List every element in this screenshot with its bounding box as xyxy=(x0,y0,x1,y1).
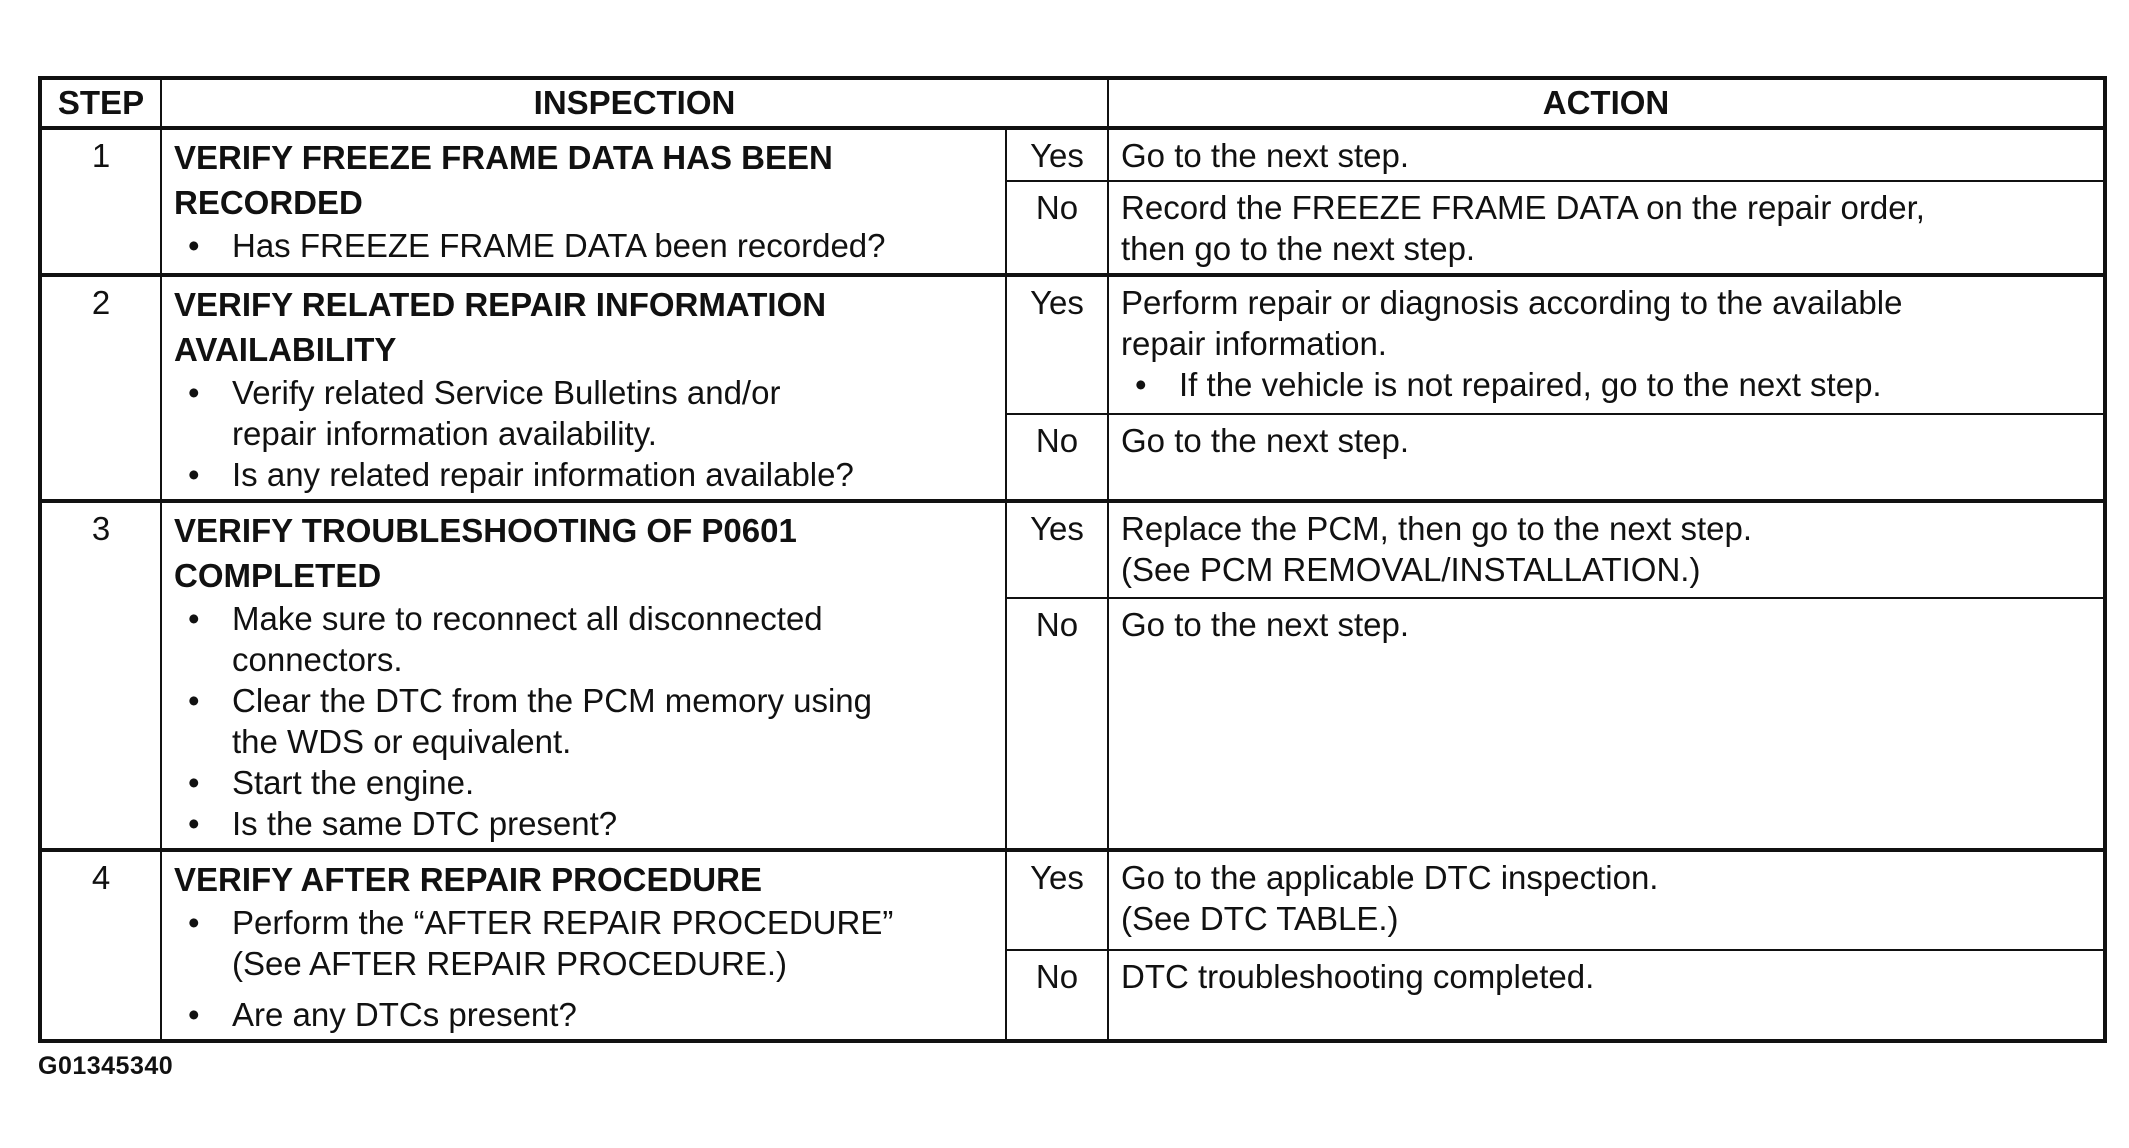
inspection-cell xyxy=(161,275,1006,501)
yes-label: Yes xyxy=(1006,501,1108,598)
step-number: 4 xyxy=(40,850,161,1041)
inspection-cell xyxy=(161,128,1006,275)
action-line: repair information. xyxy=(1121,325,1387,362)
list-item xyxy=(174,598,995,680)
title-line: VERIFY RELATED REPAIR INFORMATION xyxy=(174,286,827,323)
inspection-title xyxy=(174,508,995,598)
action-line: Go to the next step. xyxy=(1121,605,1410,643)
action-line: Go to the next step. xyxy=(1121,137,1410,174)
step-number: 3 xyxy=(40,501,161,850)
table-row xyxy=(40,275,2105,414)
bullet-line: (See AFTER REPAIR PROCEDURE.) xyxy=(232,945,787,982)
bullet-line: • Clear the DTC from the PCM memory using xyxy=(232,682,873,719)
action-line: Perform repair or diagnosis according to the available xyxy=(1121,284,1903,321)
action-line: DTC troubleshooting completed. xyxy=(1121,957,1595,995)
bullet-line: repair information availability. xyxy=(232,415,657,452)
table-header-row xyxy=(40,78,2105,128)
yes-action xyxy=(1108,275,2105,414)
no-action xyxy=(1108,181,2105,275)
title-line: VERIFY TROUBLESHOOTING OF P0601 xyxy=(174,512,797,549)
bullet-line: • Start the engine. xyxy=(232,764,475,801)
yes-label: Yes xyxy=(1006,128,1108,181)
yes-action xyxy=(1108,128,2105,181)
yes-label: Yes xyxy=(1006,850,1108,950)
no-label: No xyxy=(1006,181,1108,275)
action-line: Replace the PCM, then go to the next step. xyxy=(1121,510,1753,547)
list-item: • Has FREEZE FRAME DATA been recorded? xyxy=(174,225,995,266)
action-line: Go to the applicable DTC inspection. xyxy=(1121,859,1659,896)
title-line: AVAILABILITY xyxy=(174,331,397,368)
no-label: No xyxy=(1006,414,1108,501)
yes-action xyxy=(1108,501,2105,598)
inspection-title xyxy=(174,282,995,372)
action-column-header: ACTION xyxy=(1108,78,2105,128)
step-column-header: STEP xyxy=(40,78,161,128)
table-row xyxy=(40,850,2105,950)
figure-code: G01345340 xyxy=(38,1052,174,1080)
action-line: then go to the next step. xyxy=(1121,230,1476,267)
no-action xyxy=(1108,950,2105,1041)
title-line: VERIFY AFTER REPAIR PROCEDURE xyxy=(174,861,762,898)
no-label: No xyxy=(1006,598,1108,850)
bullet-line: connectors. xyxy=(232,641,403,678)
action-line: Go to the next step. xyxy=(1121,421,1410,459)
action-line: (See PCM REMOVAL/INSTALLATION.) xyxy=(1121,551,1701,588)
no-label: No xyxy=(1006,950,1108,1041)
yes-action xyxy=(1108,850,2105,950)
action-line: Record the FREEZE FRAME DATA on the repair order, xyxy=(1121,189,1925,226)
table-row xyxy=(40,128,2105,181)
inspection-bullets xyxy=(174,902,995,1035)
bullet-line: • Are any DTCs present? xyxy=(232,996,577,1033)
diagnostic-procedure-table xyxy=(38,76,2107,1043)
step-number: 2 xyxy=(40,275,161,501)
action-line: (See DTC TABLE.) xyxy=(1121,900,1399,937)
list-item xyxy=(174,803,995,844)
list-item xyxy=(174,902,995,984)
list-item xyxy=(174,762,995,803)
title-line: RECORDED xyxy=(174,184,363,221)
yes-label: Yes xyxy=(1006,275,1108,414)
inspection-bullets xyxy=(174,372,995,495)
bullet-line: • Make sure to reconnect all disconnected xyxy=(232,600,823,637)
bullet-line: • Is any related repair information available? xyxy=(232,456,854,493)
no-action xyxy=(1108,414,2105,501)
list-item xyxy=(174,680,995,762)
no-action xyxy=(1108,598,2105,850)
bullet-line: the WDS or equivalent. xyxy=(232,723,572,760)
step-number: 1 xyxy=(40,128,161,275)
inspection-bullets xyxy=(174,598,995,844)
list-item xyxy=(174,994,995,1035)
table-row xyxy=(40,501,2105,598)
action-bullets xyxy=(1121,364,2093,405)
list-item: • If the vehicle is not repaired, go to the next step. xyxy=(1121,364,2093,405)
inspection-cell xyxy=(161,850,1006,1041)
bullet-line: • Is the same DTC present? xyxy=(232,805,618,842)
bullet-line: • Perform the “AFTER REPAIR PROCEDURE” xyxy=(232,904,894,941)
inspection-title xyxy=(174,135,995,225)
title-line: VERIFY FREEZE FRAME DATA HAS BEEN xyxy=(174,139,833,176)
inspection-bullets xyxy=(174,225,995,266)
inspection-cell xyxy=(161,501,1006,850)
inspection-title xyxy=(174,857,995,902)
list-item xyxy=(174,454,995,495)
inspection-column-header: INSPECTION xyxy=(161,78,1108,128)
title-line: COMPLETED xyxy=(174,557,382,594)
bullet-line: • Verify related Service Bulletins and/or xyxy=(232,374,781,411)
list-item xyxy=(174,372,995,454)
